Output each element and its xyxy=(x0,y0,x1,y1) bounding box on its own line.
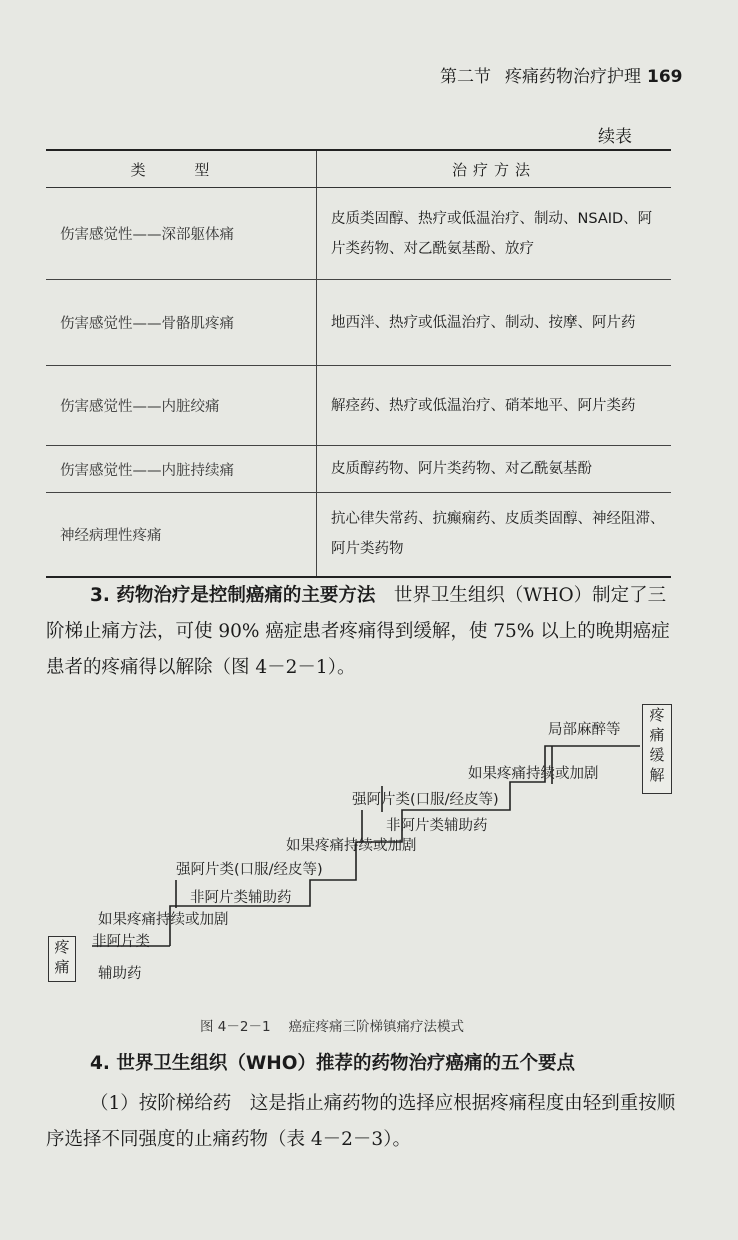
paragraph-body: （1）按阶梯给药 这是指止痛药物的选择应根据疼痛程度由轻到重按顺序选择不同强度的止痛药物（表 4－2－3）。 xyxy=(46,1093,676,1150)
page-number: 169 xyxy=(647,67,683,87)
column-header-type: 类 型 xyxy=(46,150,317,188)
step1-adjuvant-label: 辅助药 xyxy=(98,966,142,982)
step4-drug-label: 局部麻醉等 xyxy=(548,722,621,738)
table-row xyxy=(46,366,671,446)
figure-caption xyxy=(200,1015,464,1035)
cell-method: 皮质类固醇、热疗或低温治疗、制动、NSAID、阿片类药物、对乙酰氨基酚、放疗 xyxy=(317,188,672,280)
step2-escalation-label: 如果疼痛持续或加剧 xyxy=(286,838,417,854)
table-row xyxy=(46,493,671,577)
figure-number: 图 4－2－1 xyxy=(200,1019,271,1035)
table-row xyxy=(46,280,671,366)
section-label: 第二节 xyxy=(440,67,491,87)
cell-method: 解痉药、热疗或低温治疗、硝苯地平、阿片类药 xyxy=(317,366,672,446)
step3-adjuvant-label: 非阿片类辅助药 xyxy=(386,818,488,834)
cell-type: 伤害感觉性——深部躯体痛 xyxy=(46,188,317,280)
treatment-table xyxy=(46,149,671,578)
cell-type: 伤害感觉性——内脏绞痛 xyxy=(46,366,317,446)
cell-method: 抗心律失常药、抗癫痫药、皮质类固醇、神经阻滞、阿片类药物 xyxy=(317,493,672,577)
cell-type: 伤害感觉性——内脏持续痛 xyxy=(46,446,317,493)
cell-type: 神经病理性疼痛 xyxy=(46,493,317,577)
paragraph-heading: 4. 世界卫生组织（WHO）推荐的药物治疗癌痛的五个要点 xyxy=(90,1053,575,1074)
pain-relief-box: 疼痛缓解 xyxy=(642,704,672,794)
step2-drug-label: 强阿片类(口服/经皮等) xyxy=(176,862,323,878)
running-head xyxy=(440,62,730,87)
chapter-title: 疼痛药物治疗护理 xyxy=(505,67,641,87)
step3-drug-label: 强阿片类(口服/经皮等) xyxy=(352,792,499,808)
table-header-row xyxy=(46,150,671,188)
cell-type: 伤害感觉性——骨骼肌疼痛 xyxy=(46,280,317,366)
analgesic-ladder-figure xyxy=(0,690,738,1000)
paragraph-step-administration xyxy=(46,1086,676,1158)
step2-adjuvant-label: 非阿片类辅助药 xyxy=(190,890,292,906)
table-row xyxy=(46,446,671,493)
column-header-method: 治疗方法 xyxy=(317,150,672,188)
step1-escalation-label: 如果疼痛持续或加剧 xyxy=(98,912,229,928)
paragraph-heading: 3. 药物治疗是控制癌痛的主要方法 xyxy=(90,585,376,606)
pain-box: 疼痛 xyxy=(48,936,76,982)
step1-drug-label: 非阿片类 xyxy=(92,934,150,950)
paragraph-body: 世界卫生组织（WHO）制定了三阶梯止痛方法，可使 90% 癌症患者疼痛得到缓解，使 75% 以上的晚期癌症患者的疼痛得以解除（图 4－2－1）。 xyxy=(46,585,670,678)
cell-method: 皮质醇药物、阿片类药物、对乙酰氨基酚 xyxy=(317,446,672,493)
table-continued-label: 续表 xyxy=(598,127,632,147)
table-row xyxy=(46,188,671,280)
cell-method: 地西泮、热疗或低温治疗、制动、按摩、阿片药 xyxy=(317,280,672,366)
figure-caption-text: 癌症疼痛三阶梯镇痛疗法模式 xyxy=(288,1019,465,1035)
step3-escalation-label: 如果疼痛持续或加剧 xyxy=(468,766,599,782)
paragraph-who-three-step xyxy=(46,578,676,686)
paragraph-five-points-heading xyxy=(46,1046,676,1082)
